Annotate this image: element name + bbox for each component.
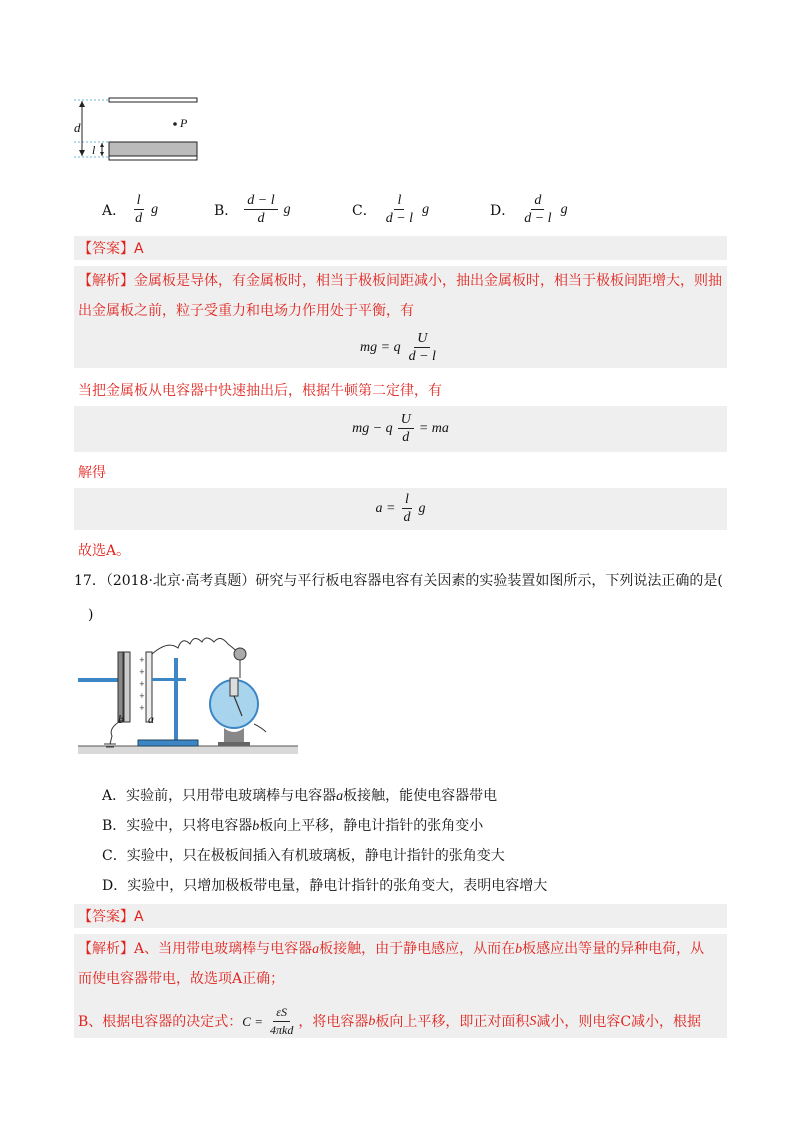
option-d-tail: g: [560, 201, 568, 217]
q17-analysis-b-mid2: 板向上平移，即正对面积: [375, 1013, 530, 1030]
svg-text:+: +: [139, 656, 145, 664]
formula-c-num: εS: [273, 1004, 290, 1022]
option-d-letter: D．: [490, 202, 516, 219]
option-a[interactable]: [102, 192, 158, 227]
formula-c-den: 4πkd: [270, 1023, 294, 1037]
eq2-num: U: [398, 411, 414, 429]
analysis-tag: 【解析】: [78, 273, 134, 289]
q17-analysis-line-2: 而使电容器带电，故选项A正确；: [78, 971, 285, 987]
q17-choice-a-var: a: [336, 789, 344, 804]
eq1-den: d − l: [408, 349, 436, 364]
q17-choice-a-post: 板接触，能使电容器带电: [343, 788, 498, 804]
answer-tag: 【答案】: [78, 241, 134, 257]
q17-choice-d[interactable]: [102, 876, 547, 896]
q17-analysis-b-pre: B、根据电容器的决定式：: [78, 1013, 243, 1030]
option-a-letter: A．: [102, 202, 127, 219]
eq3-num: l: [402, 491, 412, 509]
label-d: d: [74, 120, 81, 135]
q17-choice-d-text: D．实验中，只增加极板带电量，静电计指针的张角变大，表明电容增大: [102, 878, 548, 894]
q17-analysis-a-post: 板感应出等量的异种电荷，从: [522, 941, 705, 957]
formula-c: [242, 1004, 298, 1039]
analysis-line-1: [78, 270, 722, 292]
option-b[interactable]: [214, 192, 291, 227]
q17-analysis-a-var1: a: [312, 942, 320, 957]
q17-choice-a-pre: A．实验前，只用带电玻璃棒与电容器: [102, 788, 337, 804]
figure-label-b: b: [118, 712, 124, 726]
label-l: l: [92, 143, 96, 157]
svg-text:+: +: [139, 680, 145, 688]
equation-3: [74, 491, 727, 526]
answer-block-bg: [74, 236, 727, 260]
q17-analysis-b-var2: S: [529, 1013, 537, 1029]
q17-choice-c-text: C．实验中，只在极板间插入有机玻璃板，静电计指针的张角变大: [102, 848, 505, 864]
svg-text:+: +: [139, 692, 145, 700]
equation-1: [74, 330, 727, 365]
eq3-lhs: a =: [375, 500, 396, 516]
svg-text:+: +: [139, 668, 145, 676]
option-d-den: d − l: [524, 211, 552, 226]
q17-analysis-line-3: [78, 1004, 701, 1039]
q17-choice-b-post: 板向上平移，静电计指针的张角变小: [259, 818, 484, 834]
q17-analysis-line-1: [78, 938, 704, 961]
eq3-den: d: [403, 510, 411, 525]
analysis-text-1: 金属板是导体，有金属板时，相当于极板间距减小，抽出金属板时，相当于极板间距增大，则抽: [134, 273, 722, 289]
option-c-den: d − l: [385, 211, 414, 226]
option-b-den: d: [257, 211, 265, 226]
option-c-letter: C．: [352, 202, 377, 219]
eq2-lhs: mg − q: [352, 420, 393, 436]
option-c[interactable]: [352, 192, 429, 227]
q17-choice-b-var: b: [252, 819, 260, 834]
answer-value: A: [134, 241, 144, 257]
analysis-line-4: 解得: [78, 465, 106, 481]
q17-analysis-tag: 【解析】: [78, 941, 134, 957]
q17-analysis-a-var2: b: [515, 942, 523, 957]
q17-choice-a[interactable]: [102, 786, 497, 807]
q17-analysis-b-var: b: [368, 1013, 376, 1029]
q17-analysis-a-mid: 板接触，由于静电感应，从而在: [319, 941, 516, 957]
label-p: P: [180, 116, 188, 130]
option-d-num: d: [531, 192, 544, 210]
q17-choice-b-pre: B．实验中，只将电容器: [102, 818, 253, 834]
eq2-rhs: = ma: [418, 420, 449, 436]
q17-choice-c[interactable]: [102, 846, 505, 866]
experiment-apparatus-figure: [78, 632, 298, 762]
analysis-line-2: 出金属板之前，粒子受重力和电场力作用处于平衡，有: [78, 303, 414, 319]
q17-analysis-a-pre: A、当用带电玻璃棒与电容器: [134, 941, 313, 957]
q17-analysis-b-post: 减小，则电容C减小，根据: [536, 1013, 702, 1030]
option-a-tail: g: [151, 201, 159, 217]
formula-c-lhs: C =: [242, 1013, 263, 1029]
q17-answer-value: A: [134, 909, 144, 925]
eq3-rhs: g: [418, 500, 426, 516]
figure-label-a: a: [148, 712, 154, 726]
option-a-num: l: [134, 192, 144, 210]
option-d[interactable]: [490, 192, 568, 227]
option-b-letter: B．: [214, 202, 239, 219]
eq1-lhs: mg = q: [360, 339, 401, 355]
q17-answer-tag: 【答案】: [78, 909, 134, 925]
q17-analysis-b-mid: ，将电容器: [298, 1013, 369, 1030]
q17-stem-line-2: ): [88, 607, 94, 623]
option-c-tail: g: [422, 201, 430, 217]
equation-2: [74, 411, 727, 446]
eq1-num: U: [414, 330, 430, 348]
analysis-line-3: 当把金属板从电容器中快速抽出后，根据牛顿第二定律，有: [78, 383, 442, 399]
eq2-den: d: [402, 430, 410, 445]
answer-line: [78, 238, 144, 260]
q17-choice-b[interactable]: [102, 816, 483, 837]
q17-stem-line-1: 17．（2018·北京·高考真题）研究与平行板电容器电容有关因素的实验装置如图所示，下列说法正确的是(: [74, 573, 723, 589]
svg-text:+: +: [139, 704, 145, 712]
q17-answer-bg: [74, 904, 727, 928]
q17-answer-line: [78, 906, 144, 928]
conclusion-line: 故选A。: [78, 543, 131, 559]
option-a-den: d: [135, 211, 143, 226]
option-b-num: d − l: [244, 192, 277, 210]
option-c-num: l: [394, 192, 404, 210]
option-b-tail: g: [283, 201, 291, 217]
